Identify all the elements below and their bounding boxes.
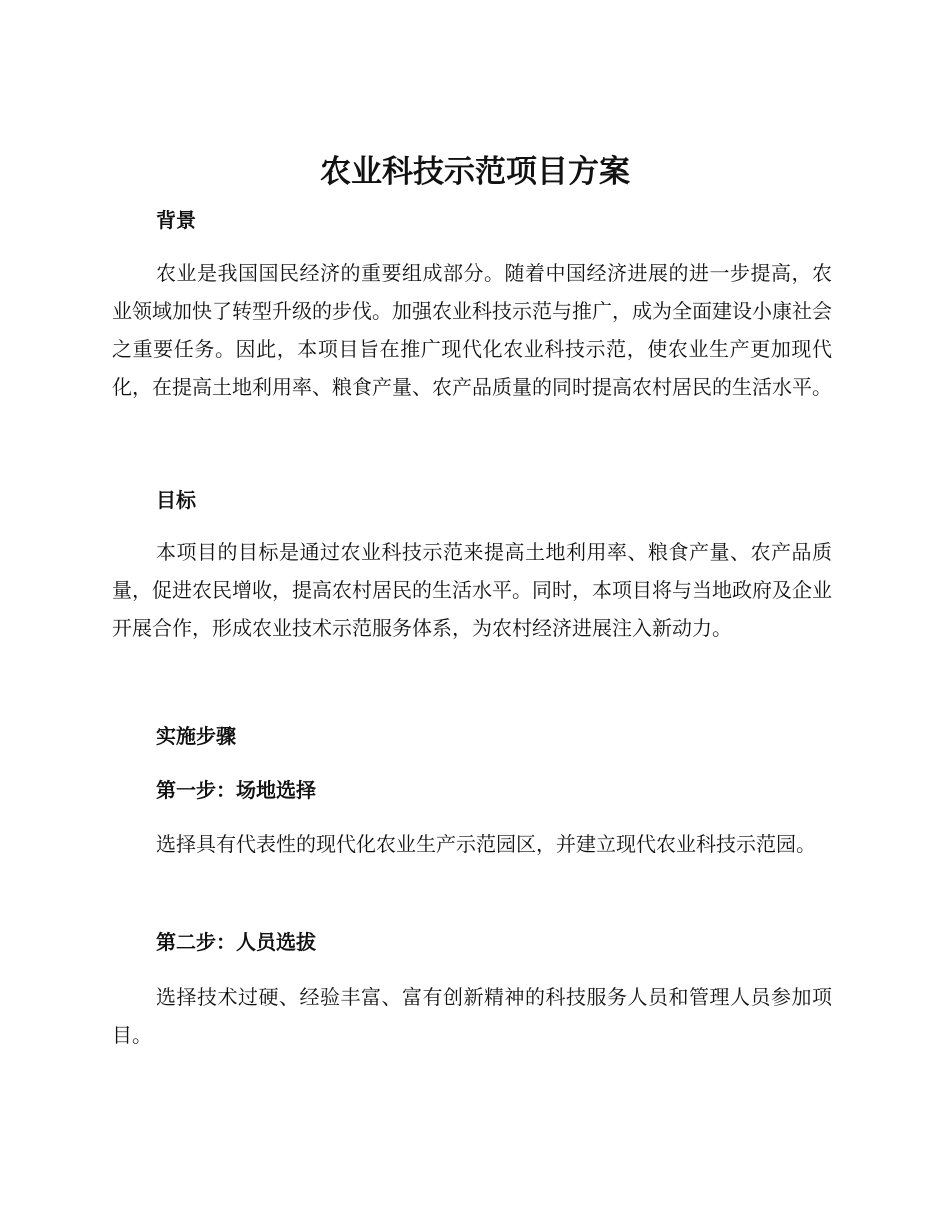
section-heading-steps: 实施步骤 xyxy=(156,724,236,748)
paragraph-goal: 本项目的目标是通过农业科技示范来提高土地利用率、粮食产量、农产品质量，促进农民增收，提高农村居民的生活水平。同时，本项目将与当地政府及企业开展合作，形成农业技术示范服务体系，为农村经济进展注入新动力。 xyxy=(112,540,832,640)
paragraph-step1: 选择具有代表性的现代化农业生产示范园区，并建立现代农业科技示范园。 xyxy=(156,832,816,856)
section-heading-background: 背景 xyxy=(156,208,196,232)
step2-heading: 第二步：人员选拔 xyxy=(156,930,316,954)
paragraph-step2: 选择技术过硬、经验丰富、富有创新精神的科技服务人员和管理人员参加项目。 xyxy=(112,985,832,1047)
section-heading-goal: 目标 xyxy=(156,488,196,512)
step1-heading: 第一步：场地选择 xyxy=(156,778,316,802)
document-title: 农业科技示范项目方案 xyxy=(320,154,630,190)
paragraph-background: 农业是我国国民经济的重要组成部分。随着中国经济进展的进一步提高，农业领域加快了转型升级的步伐。加强农业科技示范与推广，成为全面建设小康社会之重要任务。因此，本项目旨在推广现代化农业科技示范，使农业生产更加现代化，在提高土地利用率、粮食产量、农产品质量的同时提高农村居民的生活水平。 xyxy=(112,261,832,399)
